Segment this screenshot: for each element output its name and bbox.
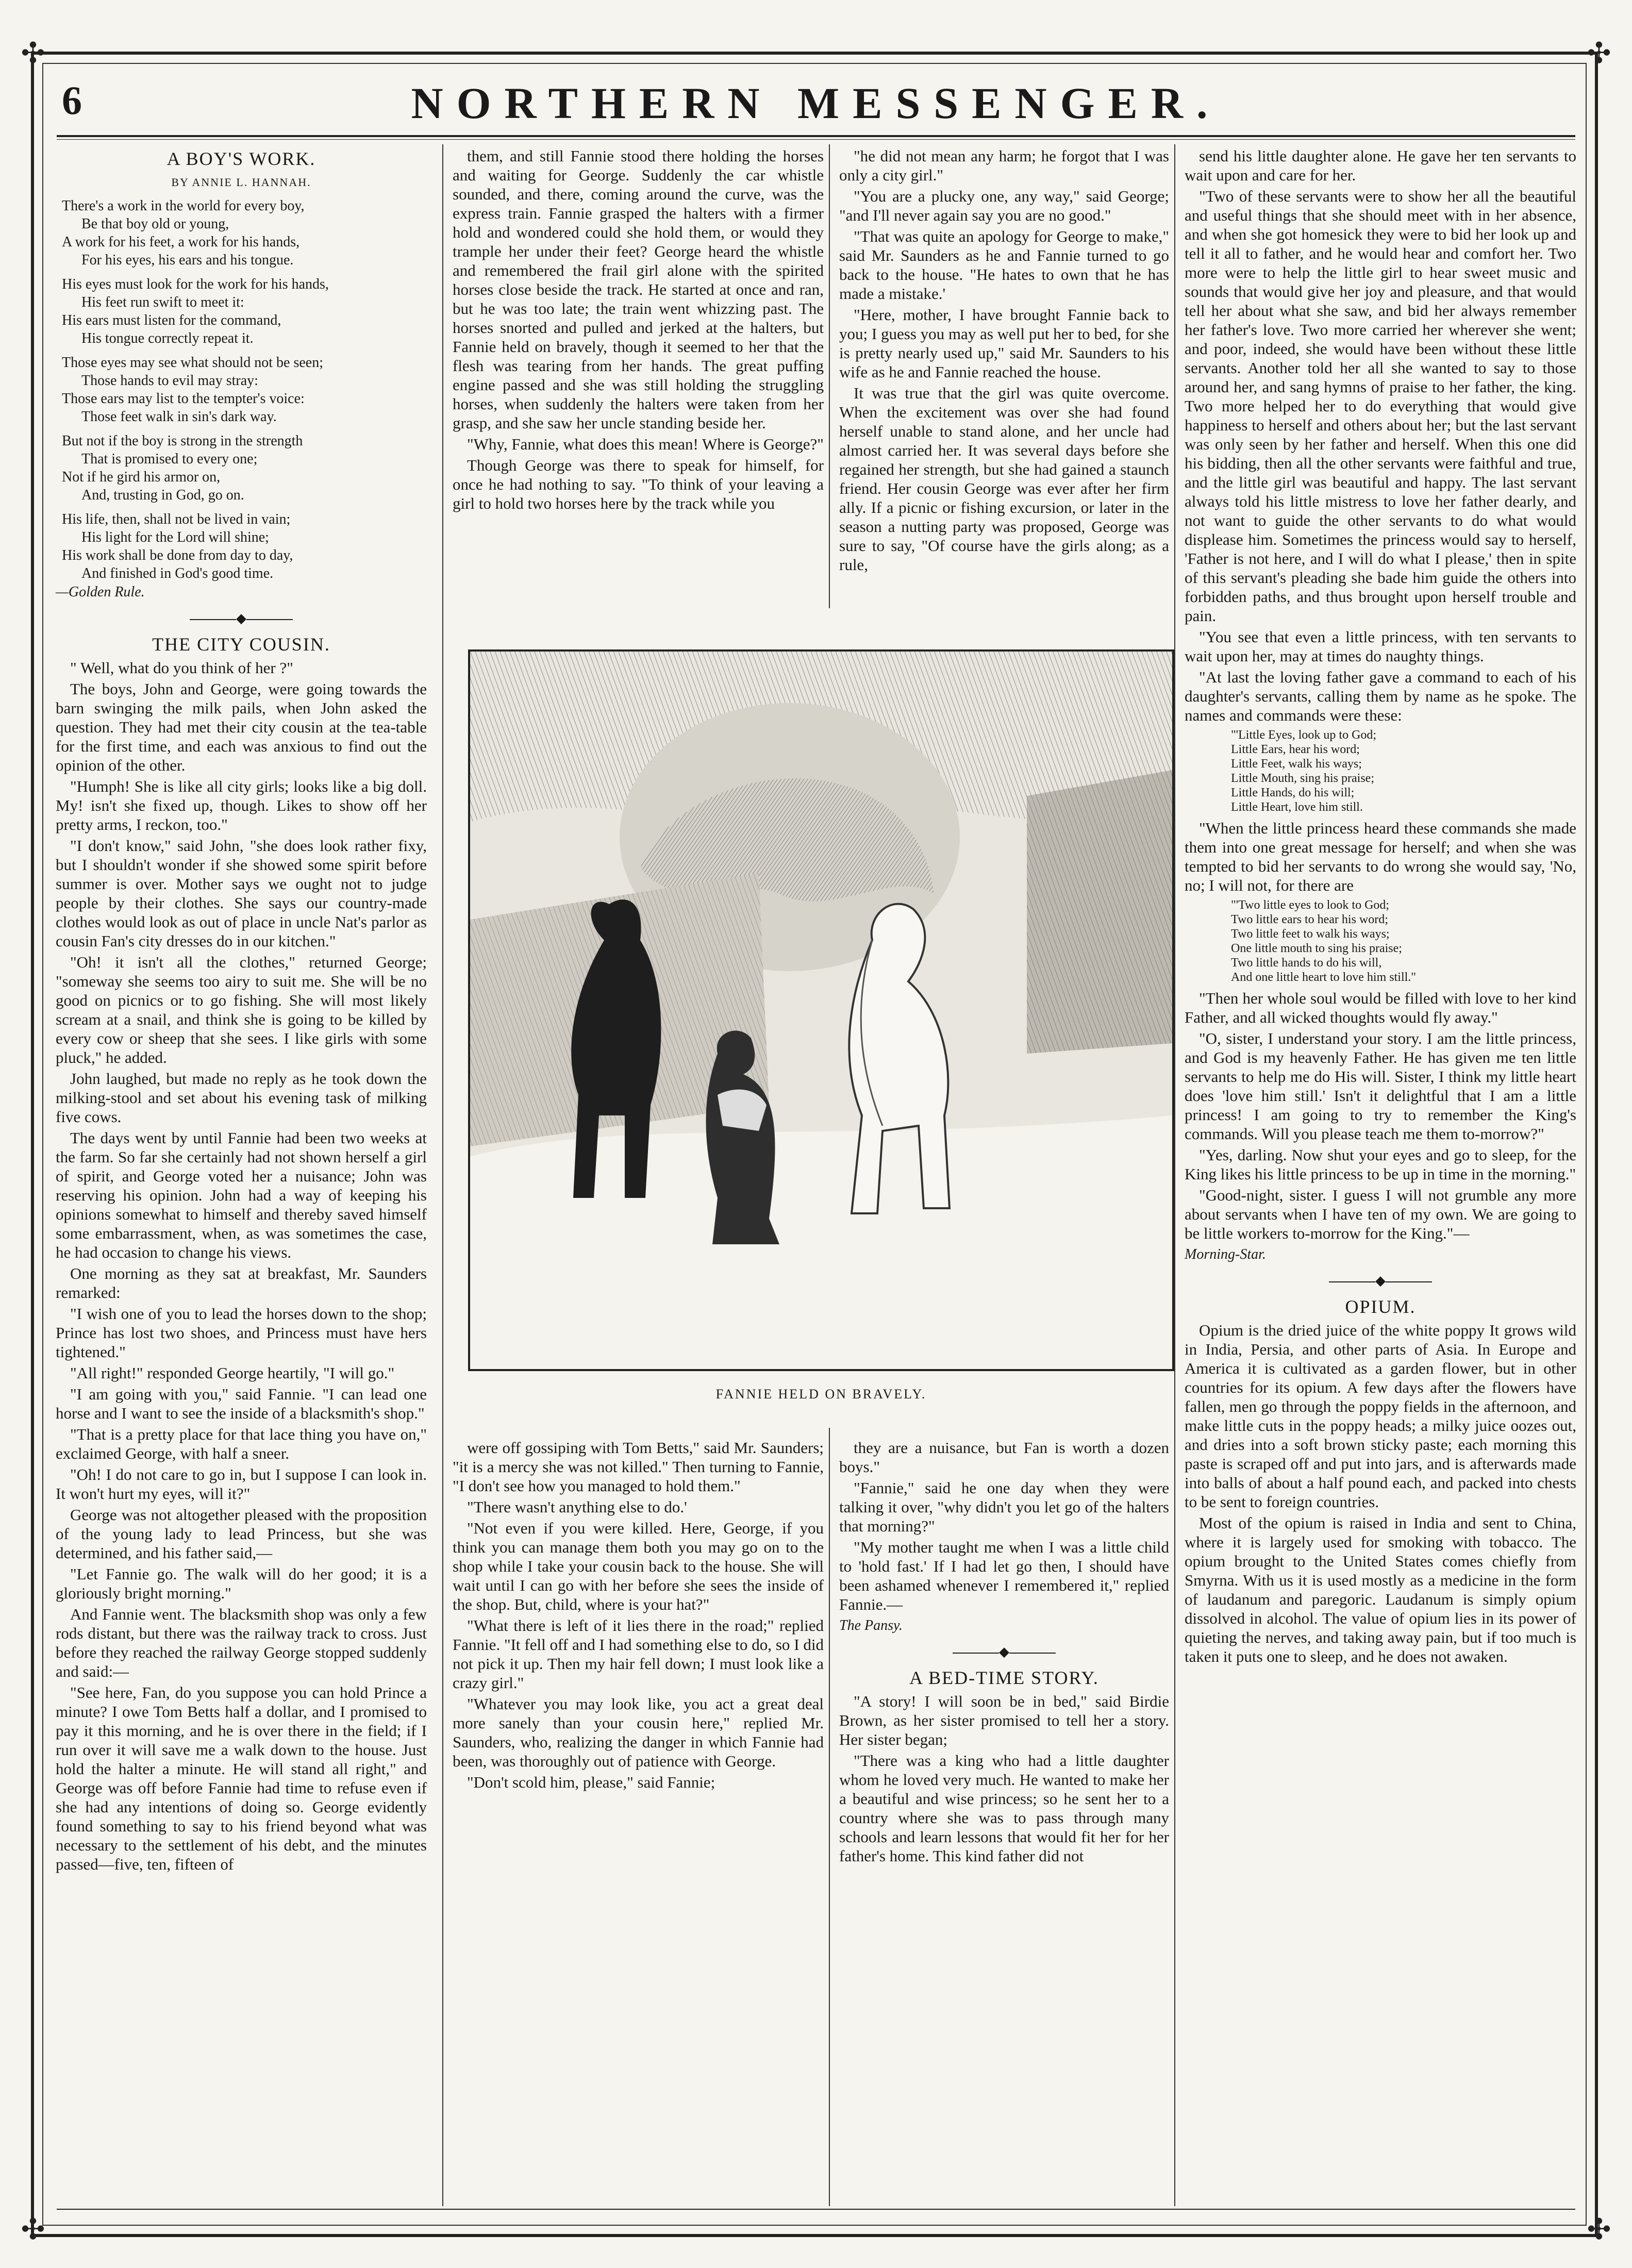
paragraph: "Humph! She is like all city girls; looks like a big doll. My! isn't she fixed up, though. Likes to show off her pretty arms, I reckon, too.": [56, 777, 427, 833]
poem-line: Little Feet, walk his ways;: [1231, 757, 1362, 771]
paragraph: "Why, Fannie, what does this mean! Where is George?": [467, 435, 824, 453]
poem-line: Not if he gird his armor on,: [62, 469, 221, 485]
paragraph: "There was a king who had a little daughter whom he loved very much. He wanted to make her a beautiful and wise princess; so he sent her to a country where she was to pass through many schools and learn lessons that would fit her for her father's home. This kind father did not: [839, 1752, 1169, 1865]
paragraph: "Don't scold him, please," said Fannie;: [467, 1773, 715, 1791]
column-4: [1185, 146, 1576, 2203]
poem-line: A work for his feet, a work for his hands,: [62, 234, 300, 250]
poem-line: Little Heart, love him still.: [1231, 801, 1363, 814]
poem-line: His ears must listen for the command,: [62, 312, 281, 328]
paragraph: "All right!" responded George heartily, "I will go.": [70, 1364, 395, 1382]
paragraph: "When the little princess heard these commands she made them into one great message for herself; and when she was tempted to bid her servants to do wrong she would say, 'No, no; I will not, for there are: [1185, 819, 1576, 894]
corner-ornament-icon: ✣: [1587, 2214, 1611, 2246]
poem-line: Those hands to evil may stray:: [81, 373, 258, 389]
paragraph: "he did not mean any harm; he forgot that I was only a city girl.": [839, 147, 1169, 184]
poem-byline: BY ANNIE L. HANNAH.: [171, 176, 311, 189]
section-separator: ◆: [1185, 1271, 1576, 1290]
column-3-top: [839, 146, 1169, 574]
two-little-poem: [1231, 898, 1576, 985]
poem-body: [62, 197, 427, 582]
paragraph: "You see that even a little princess, with ten servants to wait upon her, may at times do naughty things.: [1185, 628, 1576, 665]
paragraph: them, and still Fannie stood there holding the horses and waiting for George. Suddenly the car whistle sounded, and there, coming around the curve, was the express train. Fannie grasped the halters with a firmer hold and wondered could she hold them, or would they trample her under their feet? George heard the whistle and remembered the frail girl alone with the spirited horses close beside the track. He started at once and ran, but he was too late; the train went whizzing past. The horses snorted and pulled and jerked at the halters, but Fannie held on bravely, though it seemed to her that the flesh was tearing from her hands. The great puffing engine passed and she was still holding the struggling horses, when suddenly the halters were taken from her grasp, and she saw her uncle standing beside her.: [453, 147, 824, 432]
poem-line: His work shall be done from day to day,: [62, 547, 293, 563]
column-1: [56, 146, 427, 2203]
poem-line: Two little feet to walk his ways;: [1231, 927, 1390, 941]
poem-source: —Golden Rule.: [56, 584, 145, 600]
story-title: THE CITY COUSIN.: [152, 634, 330, 655]
column-2-bottom: [453, 1438, 824, 2201]
paragraph: George was not altogether pleased with the proposition of the young lady to lead Princess, but she was determined, and his father said,—: [56, 1506, 427, 1562]
paragraph: were off gossiping with Tom Betts," said Mr. Saunders; "it is a mercy she was not killed." Then turning to Fannie, "I don't see how you managed to hold them.": [453, 1439, 824, 1495]
paragraph: "Here, mother, I have brought Fannie back to you; I guess you may as well put her to bed, for she is pretty nearly used up," said Mr. Saunders to his wife as he and Fannie reached the house.: [839, 306, 1169, 381]
paragraph: "A story! I will soon be in bed," said Birdie Brown, as her sister promised to tell her a story. Her sister began;: [839, 1692, 1169, 1748]
poem-line: His life, then, shall not be lived in vain;: [62, 511, 291, 527]
illustration-caption: FANNIE HELD ON BRAVELY.: [715, 1387, 927, 1402]
stanza-gap: [62, 347, 427, 354]
poem-title: A BOY'S WORK.: [166, 148, 316, 169]
paragraph: "There wasn't anything else to do.': [467, 1498, 687, 1516]
paragraph: they are a nuisance, but Fan is worth a dozen boys.": [839, 1439, 1169, 1476]
poem-line: Be that boy old or young,: [81, 216, 229, 232]
paragraph: "That is a pretty place for that lace thing you have on," exclaimed George, with half a sneer.: [56, 1425, 427, 1462]
paragraph: "Fannie," said he one day when they were talking it over, "why didn't you let go of the halters that morning?": [839, 1479, 1169, 1535]
poem-line: But not if the boy is strong in the strength: [62, 433, 303, 449]
poem-line: Little Hands, do his will;: [1231, 786, 1355, 799]
story-source: The Pansy.: [839, 1617, 903, 1633]
column-2-top: [453, 146, 824, 543]
section-separator: ◆: [839, 1642, 1169, 1661]
paragraph: John laughed, but made no reply as he took down the milking-stool and set about his evening task of milking five cows.: [56, 1070, 427, 1126]
story-text: [839, 1438, 1169, 1614]
paragraph: "Oh! I do not care to go in, but I suppose I can look in. It won't hurt my eyes, will it?": [56, 1465, 427, 1503]
poem-line: Little Ears, hear his word;: [1231, 743, 1360, 756]
paragraph: Though George was there to speak for himself, for once he had nothing to say. "To think of your leaving a girl to hold two horses here by the track while you: [453, 456, 824, 512]
paragraph: One morning as they sat at breakfast, Mr. Saunders remarked:: [56, 1264, 427, 1302]
paragraph: "Good-night, sister. I guess I will not grumble any more about servants when I have ten of my own. We are going to be little workers to-morrow for the King."—: [1185, 1186, 1576, 1242]
paragraph: "That was quite an apology for George to make," said Mr. Saunders as he and Fannie turned to go back to the house. "He hates to own that he has made a mistake.': [839, 227, 1169, 303]
opium-text: [1185, 1321, 1576, 1666]
paragraph: Opium is the dried juice of the white poppy It grows wild in India, Persia, and other parts of Asia. In Europe and America it is cultivated as a garden flower, but in other countries for its opium. A few days after the flowers have fallen, men go through the poppy fields in the afternoon, and make little cuts in the poppy heads; a milky juice oozes out, and dries into a soft brown sticky paste; each morning this paste is scraped off and put into jars, and is afterwards made into balls of about a half pound each, and packed into chests to be sent to foreign countries.: [1185, 1321, 1576, 1511]
opium-title: OPIUM.: [1345, 1296, 1416, 1317]
poem-line: Two little ears to hear his word;: [1231, 913, 1388, 926]
paragraph: "Not even if you were killed. Here, George, if you think you can manage them both you may go on to the shop while I take your cousin back to the house. She will wait until I can go with her before she sees the inside of the shop. But, child, where is your hat?": [453, 1519, 824, 1613]
bedtime-source: Morning-Star.: [1185, 1246, 1266, 1262]
poem-line: His feet run swift to meet it:: [81, 294, 244, 310]
paragraph: "Two of these servants were to show her all the beautiful and useful things that she should meet with in her absence, and when she got homesick they were to bid her look up and tell it all to father, and he would hear and comfort her. Two more were to help the little girl to hear sweet music and sounds that would give her joy and pleasure, and that would tell her about what she saw, and bid her always remember her father's love. Two more carried her wherever she went; and poor, indeed, she would have been without these little servants. Another told her all she wanted to say to those around her, and sang hymns of praise to her father, the king. Two more helped her to do everything that would give happiness to herself and others about her; but the last servant was only seen by her father and herself. When this one did his bidding, then all the other servants were faithful and true, and the little girl was beautiful and happy. The last servant always told his little mistress to love her father dearly, and not want to guide the other servants to do what would displease him. Sometimes the princess would say to herself, 'Father is not here, and I will do what I please,' then in spite of this servant's pleading she bade him guide the others into forbidden paths, and thus brought upon herself trouble and pain.: [1185, 187, 1576, 625]
poem-line: "'Little Eyes, look up to God;: [1231, 728, 1377, 742]
paragraph: "You are a plucky one, any way," said George; "and I'll never again say you are no good.": [839, 187, 1169, 224]
stanza-gap: [62, 269, 427, 275]
paragraph: "Let Fannie go. The walk will do her good; it is a gloriously bright morning.": [56, 1565, 427, 1602]
poem-line: His eyes must look for the work for his hands,: [62, 276, 329, 292]
paragraph: "Yes, darling. Now shut your eyes and go to sleep, for the King likes his little princess to be up in time in the morning.": [1185, 1146, 1576, 1183]
paragraph: The days went by until Fannie had been two weeks at the farm. So far she certainly had not shown herself a girl of spirit, and George voted her a nuisance; John was reserving his opinion. John had a way of keeping his opinions somewhat to himself and thereby saved himself some embarrassment, when, as was sometimes the case, he had occasion to change his views.: [56, 1129, 427, 1261]
engraving-image: [470, 652, 1172, 1369]
bedtime-title: A BED-TIME STORY.: [909, 1667, 1099, 1688]
paragraph: "Then her whole soul would be filled with love to her kind Father, and all wicked thoughts would fly away.": [1185, 989, 1576, 1026]
paragraph: "I am going with you," said Fannie. "I can lead one horse and I want to see the inside of a blacksmith's shop.": [56, 1385, 427, 1422]
bedtime-text: [1185, 819, 1576, 895]
paragraph: "What there is left of it lies there in the road;" replied Fannie. "It fell off and I had something else to do, so I did not pick it up. Then my hair fell down; I must look like a crazy girl.": [453, 1616, 824, 1692]
story-text: [56, 658, 427, 1874]
section-separator: ◆: [56, 609, 427, 628]
corner-ornament-icon: ✣: [21, 2214, 45, 2246]
poem-line: His light for the Lord will shine;: [81, 529, 269, 545]
header-rule: [57, 135, 1575, 140]
poem-line: And, trusting in God, go on.: [81, 487, 244, 503]
poem-line: And finished in God's good time.: [81, 565, 274, 581]
paragraph: "I wish one of you to lead the horses down to the shop; Prince has lost two shoes, and Princess must have hers tightened.": [56, 1305, 427, 1361]
bedtime-text: [839, 1692, 1169, 1865]
poem-line: "'Two little eyes to look to God;: [1231, 898, 1390, 912]
paragraph: "My mother taught me when I was a little child to 'hold fast.' If I had let go then, I should have been ashamed whenever I remembered it," replied Fannie.—: [839, 1538, 1169, 1613]
bedtime-text: [1185, 989, 1576, 1243]
column-divider: [829, 144, 830, 608]
paragraph: It was true that the girl was quite overcome. When the excitement was over she had found herself unable to stand alone, and her uncle had almost carried her. It was several days before she regained her strength, but she had gained a staunch friend. Her cousin George was ever after her firm ally. If a picnic or fishing excursion, or later in the season a nutting party was proposed, George was sure to say, "Of course have the girls along; as a rule,: [839, 384, 1169, 574]
paragraph: The boys, John and George, were going towards the barn swinging the milk pails, when John asked the question. They had met their city cousin at the tea-table for the first time, and each was anxious to find out the opinion of the other.: [56, 680, 427, 774]
paragraph: "Whatever you may look like, you act a great deal more sanely than your cousin here," replied Mr. Saunders, who, realizing the danger in which Fannie had been, was thoroughly out of patience with George.: [453, 1695, 824, 1770]
paragraph: send his little daughter alone. He gave her ten servants to wait upon and care for her.: [1185, 147, 1576, 184]
names-poem: [1231, 728, 1576, 814]
masthead-title: NORTHERN MESSENGER.: [411, 78, 1221, 128]
poem-line: Little Mouth, sing his praise;: [1231, 772, 1374, 785]
poem-line: And one little heart to love him still.": [1231, 971, 1417, 984]
column-3-bottom: [839, 1438, 1169, 2201]
paragraph: " Well, what do you think of her ?": [70, 659, 293, 677]
poem-line: That is promised to every one;: [81, 451, 258, 467]
paragraph: Most of the opium is raised in India and sent to China, where it is largely used for smoking with tobacco. The opium brought to the United States comes chiefly from Smyrna. With us it is used mostly as a medicine in the form of laudanum and paregoric. Laudanum is simply opium dissolved in alcohol. The value of opium lies in its power of quieting the nerves, and taking away pain, but if too much is taken it puts one to sleep, and he does not awaken.: [1185, 1514, 1576, 1665]
paragraph: "I don't know," said John, "she does look rather fixy, but I shouldn't wonder if she showed some spirit before summer is over. Mother says we ought not to judge people by their clothes. She says our country-made clothes would look as out of place in uncle Nat's parlor as cousin Fan's city dresses do in our kitchen.": [56, 837, 427, 950]
paragraph: "At last the loving father gave a command to each of his daughter's servants, calling them by name as he spoke. The names and commands were these:: [1185, 668, 1576, 724]
poem-line: One little mouth to sing his praise;: [1231, 942, 1402, 955]
paragraph: "O, sister, I understand your story. I am the little princess, and God is my heavenly Father. He has given me ten little servants to help me do His will. Sister, I think my little heart does 'love him still.' Isn't it delightful that I am a little princess! I am going to try to remember the King's commands. Will you please teach me them to-morrow?": [1185, 1029, 1576, 1143]
column-divider: [1174, 144, 1175, 2206]
corner-ornament-icon: ✣: [21, 38, 45, 70]
page-header: [57, 77, 1575, 139]
paragraph: "Oh! it isn't all the clothes," returned George; "someway she seems too airy to suit me. She will be no good on picnics or to go fishing. She will most likely scream at a snail, and think she is going to be killed by every cow or sheep that she sees. I like girls with some pluck," he added.: [56, 953, 427, 1066]
page-number: 6: [62, 78, 82, 123]
corner-ornament-icon: ✣: [1587, 38, 1611, 70]
poem-line: His tongue correctly repeat it.: [81, 330, 254, 346]
paragraph: "See here, Fan, do you suppose you can hold Prince a minute? I owe Tom Betts half a dollar, and I promised to pay it this morning, and he is over there in the field; if I run over it will save me a walk down to the house. Just hold the halter a minute. He will stand all right," and George was off before Fannie had time to refuse even if she had any intentions of doing so. George evidently found something to say to his friend beyond what was necessary to the settlement of his debt, and the minutes passed—five, ten, fifteen of: [56, 1683, 427, 1873]
poem-line: Those eyes may see what should not be seen;: [62, 355, 323, 371]
stanza-gap: [62, 504, 427, 510]
stanza-gap: [62, 426, 427, 432]
column-divider: [829, 1428, 830, 2206]
poem-line: Those feet walk in sin's dark way.: [81, 409, 277, 425]
paragraph: And Fannie went. The blacksmith shop was only a few rods distant, but there was the railway track to cross. Just before they reached the railway George stopped suddenly and said:—: [56, 1605, 427, 1680]
poem-line: There's a work in the world for every boy,: [62, 198, 305, 214]
poem-line: For his eyes, his ears and his tongue.: [81, 252, 294, 268]
illustration: [468, 649, 1174, 1371]
poem-line: Those ears may list to the tempter's voice:: [62, 391, 305, 407]
poem-line: Two little hands to do his will,: [1231, 956, 1382, 970]
column-divider: [442, 144, 443, 2206]
bottom-rule: [57, 2209, 1575, 2210]
bedtime-text: [1185, 146, 1576, 725]
